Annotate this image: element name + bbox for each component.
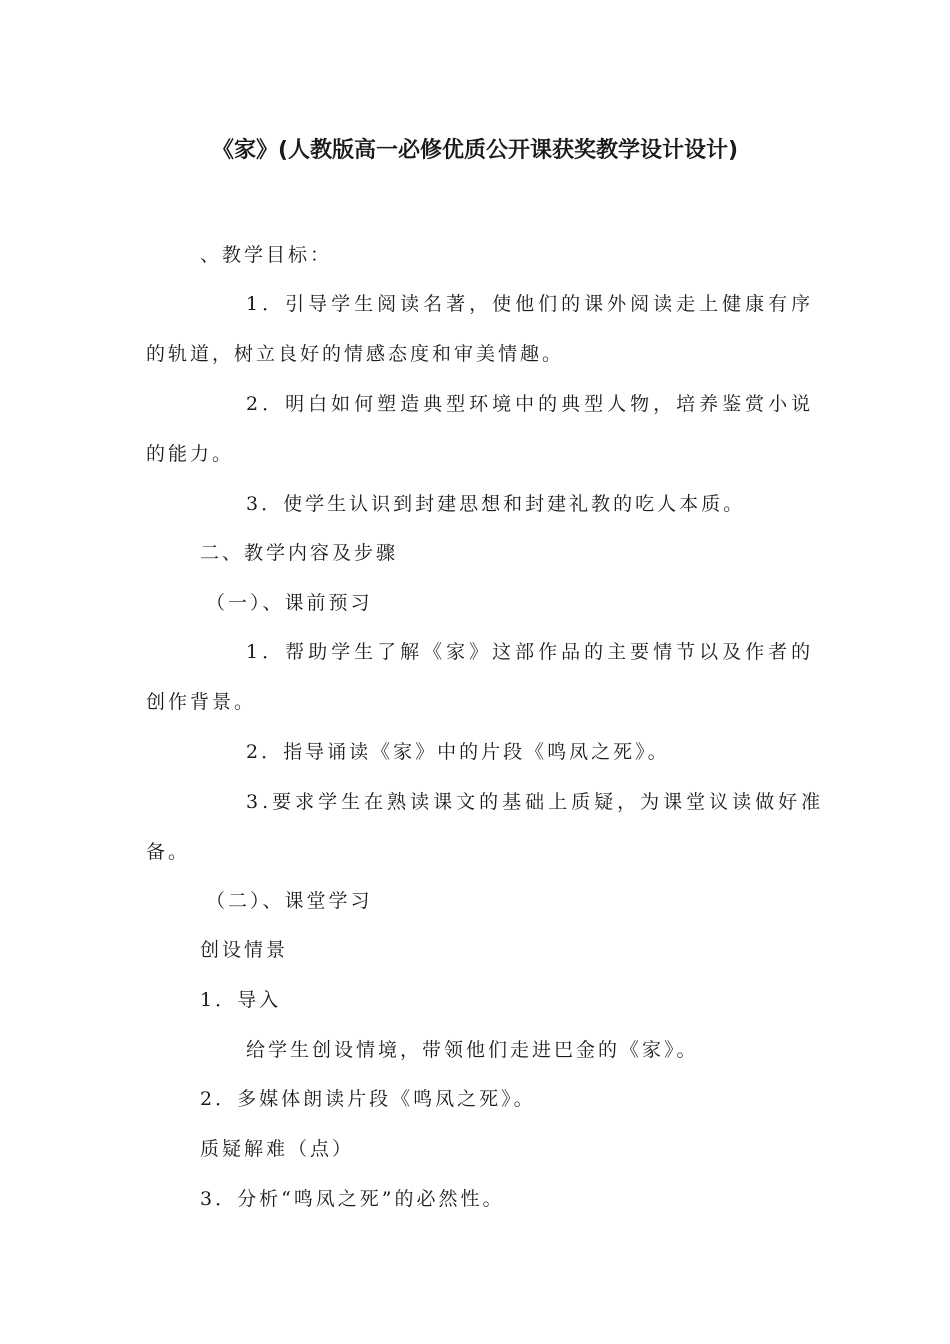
item-analysis: 3．分析“鸣凤之死”的必然性。 — [200, 1188, 505, 1210]
goal-1-line-1: 1．引导学生阅读名著，使他们的课外阅读走上健康有序 — [246, 293, 815, 315]
subheading-scenario: 创设情景 — [200, 939, 289, 961]
heading-classroom: （二）、课堂学习 — [206, 890, 373, 912]
item-multimedia-reading: 2．多媒体朗读片段《鸣凤之死》。 — [200, 1088, 536, 1110]
heading-teaching-goals: 、教学目标： — [200, 244, 333, 266]
preview-3-line-2: 备。 — [146, 841, 191, 863]
heading-content-steps: 二、教学内容及步骤 — [200, 542, 399, 564]
goal-1-line-2: 的轨道，树立良好的情感态度和审美情趣。 — [146, 343, 565, 365]
preview-1-line-2: 创作背景。 — [146, 691, 257, 713]
goal-3: 3．使学生认识到封建思想和封建礼教的吃人本质。 — [246, 493, 746, 515]
preview-3-line-1: 3.要求学生在熟读课文的基础上质疑，为课堂议读做好准 — [246, 791, 825, 813]
preview-1-line-1: 1．帮助学生了解《家》这部作品的主要情节以及作者的 — [246, 641, 815, 663]
document-title: 《家》(人教版高一必修优质公开课获奖教学设计设计) — [211, 138, 739, 163]
goal-2-line-2: 的能力。 — [146, 443, 235, 465]
goal-2-line-1: 2．明白如何塑造典型环境中的典型人物，培养鉴赏小说 — [246, 393, 815, 415]
preview-2: 2．指导诵读《家》中的片段《鸣凤之死》。 — [246, 741, 670, 763]
heading-preview: （一）、课前预习 — [206, 592, 373, 614]
introduction-detail: 给学生创设情境，带领他们走进巴金的《家》。 — [246, 1039, 699, 1061]
item-introduction: 1．导入 — [200, 989, 282, 1011]
subheading-questions: 质疑解难（点） — [200, 1138, 355, 1160]
